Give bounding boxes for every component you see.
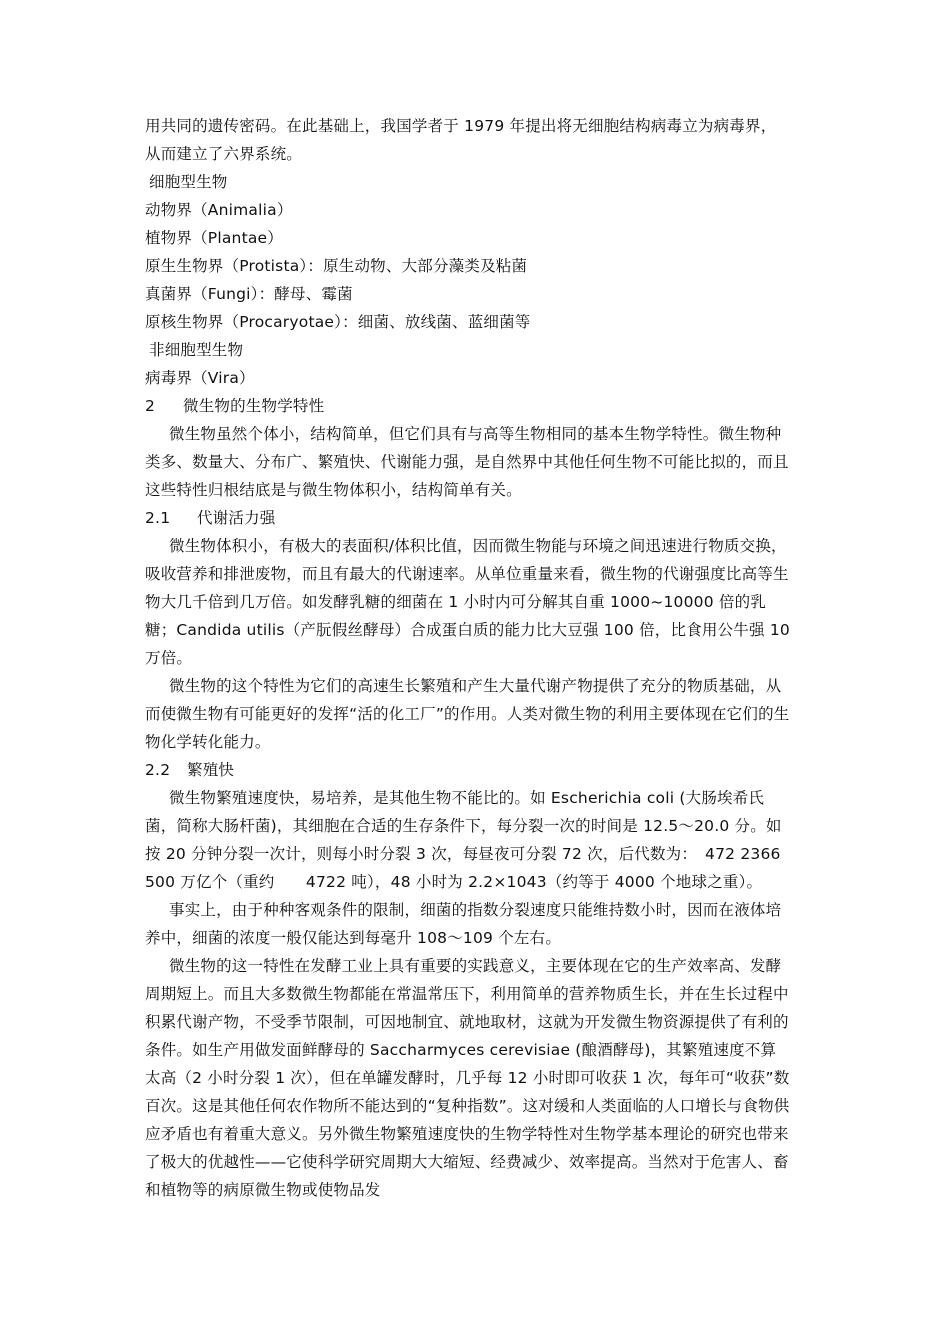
section-heading-2-2 [145, 756, 790, 784]
paragraph-reproduction-3: 微生物的这一特性在发酵工业上具有重要的实践意义，主要体现在它的生产效率高、发酵周期短上。而且大多数微生物都能在常温常压下，利用简单的营养物质生长，并在生长过程中积累代谢产物，不受季节限制，可因地制宜、就地取材，这就为开发微生物资源提供了有利的条件。如生产用做发面鲜酵母的 Saccharmyces cerevisiae (酿酒酵母)，其繁殖速度不算太高（2 小时分裂 1 次），但在单罐发酵时，几乎每 12 小时即可收获 1 次，每年可“收获”数百次。这是其他任何农作物所不能达到的“复种指数”。这对缓和人类面临的人口增长与食物供应矛盾也有着重大意义。另外微生物繁殖速度快的生物学特性对生物学基本理论的研究也带来了极大的优越性——它使科学研究周期大大缩短、经费减少、效率提高。当然对于危害人、畜和植物等的病原微生物或使物品发 [145, 957, 790, 1199]
paragraph-metabolism-1: 微生物体积小，有极大的表面积/体积比值，因而微生物能与环境之间迅速进行物质交换，吸收营养和排泄废物，而且有最大的代谢速率。从单位重量来看，微生物的代谢强度比高等生物大几千倍到几万倍。如发酵乳糖的细菌在 1 小时内可分解其自重 1000~10000 倍的乳糖；Candida utilis（产朊假丝酵母）合成蛋白质的能力比大豆强 100 倍，比食用公牛强 10 万倍。 [145, 537, 790, 667]
kingdom-fungi: 真菌界（Fungi）：酵母、霉菌 [145, 285, 353, 303]
category-acellular: 非细胞型生物 [149, 341, 244, 359]
section-heading-2 [145, 392, 790, 420]
paragraph-reproduction-2: 事实上，由于种种客观条件的限制，细菌的指数分裂速度只能维持数小时，因而在液体培养中，细菌的浓度一般仅能达到每毫升 108～109 个左右。 [145, 901, 782, 947]
section-number: 2.2 [145, 761, 171, 779]
kingdom-procaryotae: 原核生物界（Procaryotae）：细菌、放线菌、蓝细菌等 [145, 313, 531, 331]
paragraph-intro: 用共同的遗传密码。在此基础上，我国学者于 1979 年提出将无细胞结构病毒立为病毒界，从而建立了六界系统。 [145, 117, 777, 163]
document-body [145, 112, 790, 1204]
kingdom-animalia: 动物界（Animalia） [145, 201, 293, 219]
section-title: 代谢活力强 [197, 509, 276, 527]
paragraph-metabolism-2: 微生物的这个特性为它们的高速生长繁殖和产生大量代谢产物提供了充分的物质基础，从而使微生物有可能更好的发挥“活的化工厂”的作用。人类对微生物的利用主要体现在它们的生物化学转化能力。 [145, 677, 790, 751]
kingdom-vira: 病毒界（Vira） [145, 369, 255, 387]
paragraph-section-2: 微生物虽然个体小，结构简单，但它们具有与高等生物相同的基本生物学特性。微生物种类多、数量大、分布广、繁殖快、代谢能力强，是自然界中其他任何生物不可能比拟的，而且这些特性归根结底是与微生物体积小，结构简单有关。 [145, 425, 789, 499]
category-cellular: 细胞型生物 [149, 173, 228, 191]
kingdom-plantae: 植物界（Plantae） [145, 229, 283, 247]
paragraph-reproduction-1: 微生物繁殖速度快，易培养，是其他生物不能比的。如 Escherichia coli (大肠埃希氏菌，简称大肠杆菌)，其细胞在合适的生存条件下，每分裂一次的时间是 12.5～20.0 分。如按 20 分钟分裂一次计，则每小时分裂 3 次，每昼夜可分裂 72 次，后代数为： 472 2366500 万亿个（重约 4722 吨），48 小时为 2.2×1043（约等于 4000 个地球之重）。 [145, 789, 782, 891]
section-title: 繁殖快 [187, 761, 235, 779]
section-number: 2 [145, 397, 156, 415]
section-heading-2-1 [145, 504, 790, 532]
kingdom-protista: 原生生物界（Protista）：原生动物、大部分藻类及粘菌 [145, 257, 528, 275]
section-title: 微生物的生物学特性 [183, 397, 325, 415]
section-number: 2.1 [145, 509, 171, 527]
